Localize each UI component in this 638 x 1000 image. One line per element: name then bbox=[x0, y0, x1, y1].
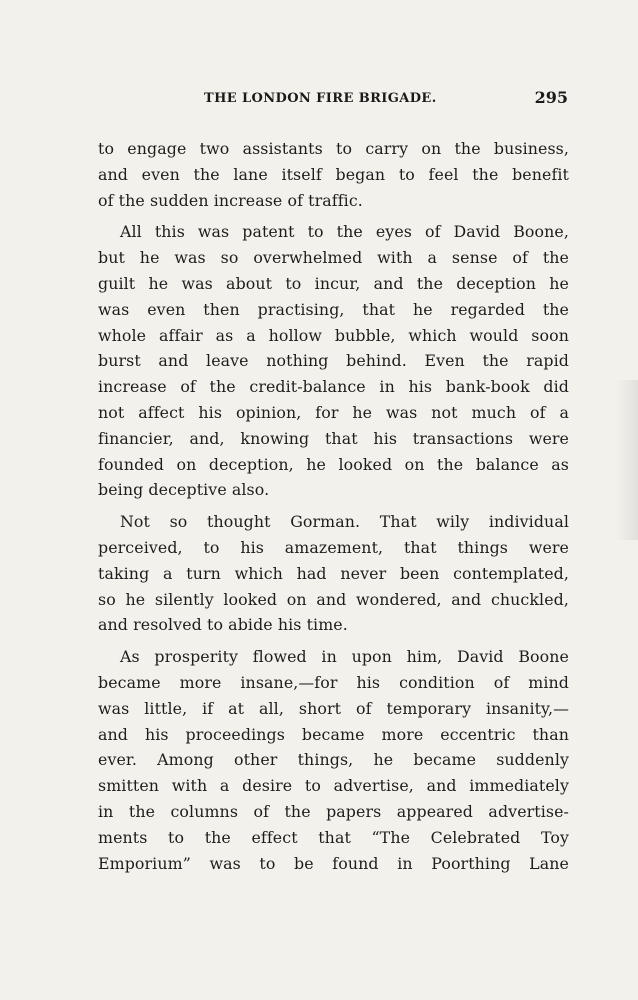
text-line: financier, and, knowing that his transactions were bbox=[98, 428, 569, 448]
page-edge-shadow bbox=[616, 380, 638, 540]
text-line: guilt he was about to incur, and the deception he bbox=[98, 273, 569, 293]
text-line: was even then practising, that he regarded the bbox=[98, 299, 569, 319]
text-line: of the sudden increase of traffic. bbox=[98, 190, 363, 210]
text-line: Emporium” was to be found in Poorthing Lane bbox=[98, 853, 569, 873]
text-line: but he was so overwhelmed with a sense of the bbox=[98, 248, 569, 268]
body-text bbox=[98, 136, 569, 882]
text-line: perceived, to his amazement, that things were bbox=[98, 537, 569, 557]
paragraph-4 bbox=[98, 644, 569, 876]
text-line: smitten with a desire to advertise, and immediately bbox=[98, 776, 569, 796]
page-number: 295 bbox=[534, 88, 568, 107]
text-line: and resolved to abide his time. bbox=[98, 615, 348, 635]
text-line: was little, if at all, short of temporary insanity,— bbox=[98, 698, 569, 718]
running-head: THE LONDON FIRE BRIGADE. bbox=[204, 91, 437, 106]
paragraph-2 bbox=[98, 219, 569, 503]
text-line: ever. Among other things, he became suddenly bbox=[98, 750, 569, 770]
text-line: so he silently looked on and wondered, and chuckled, bbox=[98, 589, 569, 609]
text-line: Not so thought Gorman. That wily individual bbox=[120, 512, 569, 532]
text-line: not affect his opinion, for he was not much of a bbox=[98, 402, 569, 422]
text-line: became more insane,—for his condition of mind bbox=[98, 672, 569, 692]
text-line: and his proceedings became more eccentric than bbox=[98, 724, 569, 744]
text-line: burst and leave nothing behind. Even the rapid bbox=[98, 351, 569, 371]
text-line: being deceptive also. bbox=[98, 480, 270, 500]
text-line: whole affair as a hollow bubble, which would soon bbox=[98, 325, 569, 345]
page-header bbox=[98, 88, 568, 115]
text-line: taking a turn which had never been contemplated, bbox=[98, 563, 569, 583]
paragraph-1 bbox=[98, 136, 569, 213]
text-line: in the columns of the papers appeared advertise- bbox=[98, 801, 569, 821]
text-line: to engage two assistants to carry on the business, bbox=[98, 139, 569, 158]
text-line: All this was patent to the eyes of David Boone, bbox=[120, 222, 569, 242]
text-line: increase of the credit-balance in his bank-book did bbox=[98, 377, 569, 397]
text-line: founded on deception, he looked on the balance as bbox=[98, 454, 569, 474]
text-line: and even the lane itself began to feel the benefit bbox=[98, 164, 569, 184]
text-line: As prosperity flowed in upon him, David Boone bbox=[120, 647, 569, 667]
text-line: ments to the effect that “The Celebrated Toy bbox=[98, 827, 569, 847]
paragraph-3 bbox=[98, 509, 569, 638]
